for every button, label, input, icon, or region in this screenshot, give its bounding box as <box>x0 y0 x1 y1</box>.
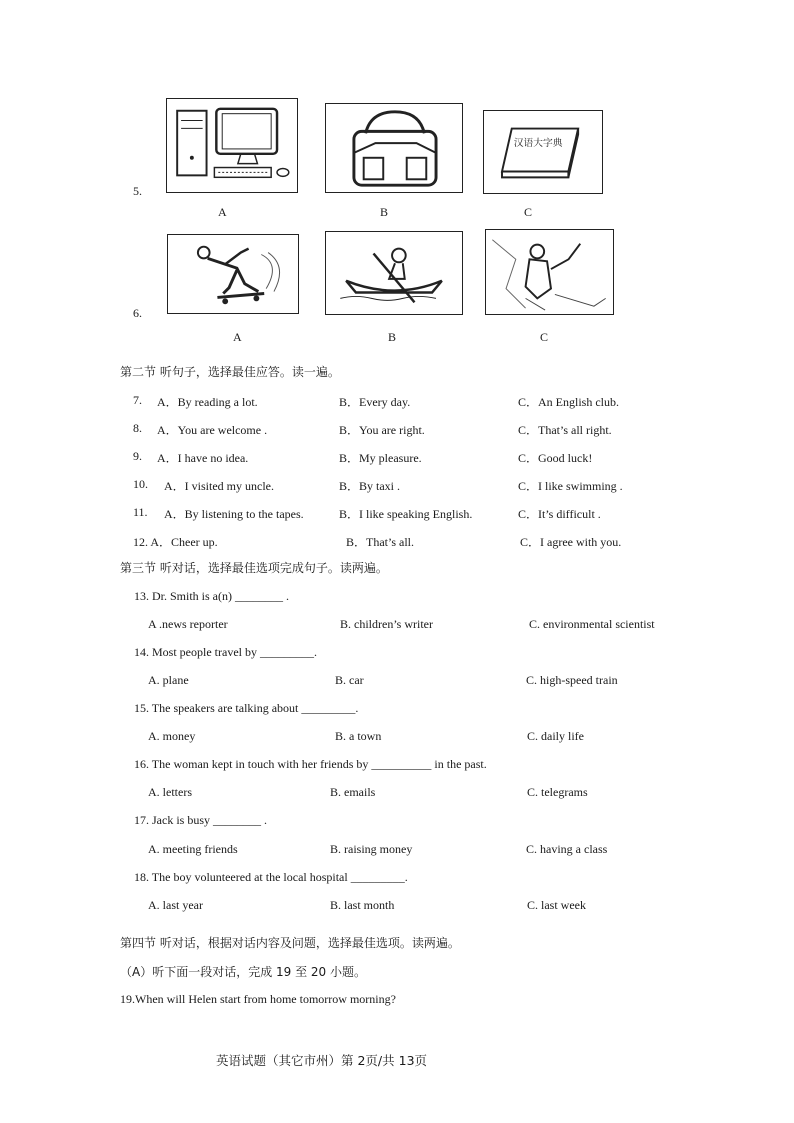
q8-number: 8. <box>133 421 142 435</box>
skateboarder-icon <box>168 235 298 313</box>
q8-option-c: C．That’s all right. <box>518 423 612 437</box>
q17-option-b: B. raising money <box>330 842 413 856</box>
q5-label-b: B <box>380 205 389 219</box>
q12-option-c: C．I agree with you. <box>520 535 622 549</box>
q14-option-b: B. car <box>335 673 364 687</box>
section-4-subtitle: （A）听下面一段对话，完成 19 至 20 小题。 <box>120 965 367 979</box>
q10-number: 10. <box>133 477 148 491</box>
q13-option-c: C. environmental scientist <box>529 617 655 631</box>
q12-option-b: B．That’s all. <box>346 535 414 549</box>
computer-picture <box>166 98 298 193</box>
q9-option-a: A．I have no idea. <box>157 451 249 465</box>
q11-number: 11. <box>133 505 148 519</box>
q18-option-a: A. last year <box>148 898 203 912</box>
schoolbag-icon <box>326 104 462 192</box>
question-5-number: 5. <box>133 184 142 198</box>
q14-option-c: C. high-speed train <box>526 673 618 687</box>
q10-option-c: C．I like swimming . <box>518 479 623 493</box>
q13-option-a: A .news reporter <box>148 617 228 631</box>
q11-option-c: C．It’s difficult . <box>518 507 601 521</box>
q16-option-b: B. emails <box>330 785 376 799</box>
rowing-picture <box>325 231 463 315</box>
q13-stem: 13. Dr. Smith is a(n) ________ . <box>134 589 289 603</box>
q8-option-a: A．You are welcome . <box>157 423 268 437</box>
q7-option-c: C．An English club. <box>518 395 619 409</box>
q11-option-b: B．I like speaking English. <box>339 507 473 521</box>
q11-option-a: A．By listening to the tapes. <box>164 507 304 521</box>
q6-label-b: B <box>388 330 397 344</box>
q18-stem: 18. The boy volunteered at the local hospital _________. <box>134 870 408 884</box>
q6-label-a: A <box>233 330 242 344</box>
q19-stem: 19.When will Helen start from home tomorrow morning? <box>120 992 396 1006</box>
section-4-title: 第四节 听对话，根据对话内容及问题，选择最佳选项。读两遍。 <box>120 936 460 950</box>
skateboarding-picture <box>167 234 299 314</box>
dictionary-icon <box>484 111 602 193</box>
q15-option-c: C. daily life <box>527 729 584 743</box>
q12-option-a: 12. A．Cheer up. <box>133 535 218 549</box>
schoolbag-picture <box>325 103 463 193</box>
q15-stem: 15. The speakers are talking about _________. <box>134 701 359 715</box>
q13-option-b: B. children’s writer <box>340 617 433 631</box>
climber-icon <box>486 230 613 314</box>
q9-number: 9. <box>133 449 142 463</box>
q10-option-a: A．I visited my uncle. <box>164 479 274 493</box>
q7-number: 7. <box>133 393 142 407</box>
q7-option-b: B．Every day. <box>339 395 411 409</box>
q9-option-c: C．Good luck! <box>518 451 593 465</box>
page-footer: 英语试题（其它市州）第 2页/共 13页 <box>216 1053 428 1068</box>
q17-option-c: C. having a class <box>526 842 608 856</box>
q18-option-b: B. last month <box>330 898 395 912</box>
q16-option-c: C. telegrams <box>527 785 588 799</box>
section-3-title: 第三节 听对话，选择最佳选项完成句子。读两遍。 <box>120 561 388 575</box>
q14-option-a: A. plane <box>148 673 189 687</box>
q5-label-c: C <box>524 205 533 219</box>
q17-stem: 17. Jack is busy ________ . <box>134 813 267 827</box>
q15-option-a: A. money <box>148 729 196 743</box>
q15-option-b: B. a town <box>335 729 382 743</box>
q7-option-a: A．By reading a lot. <box>157 395 258 409</box>
computer-icon <box>167 99 297 192</box>
q6-label-c: C <box>540 330 549 344</box>
q9-option-b: B．My pleasure. <box>339 451 422 465</box>
dictionary-title: 汉语大字典 <box>513 138 563 150</box>
q18-option-c: C. last week <box>527 898 586 912</box>
section-2-title: 第二节 听句子，选择最佳应答。读一遍。 <box>120 365 340 379</box>
climbing-picture <box>485 229 614 315</box>
question-6-number: 6. <box>133 306 142 320</box>
rowboat-icon <box>326 232 462 314</box>
q16-stem: 16. The woman kept in touch with her friends by __________ in the past. <box>134 757 487 771</box>
q5-label-a: A <box>218 205 227 219</box>
q17-option-a: A. meeting friends <box>148 842 238 856</box>
dictionary-picture <box>483 110 603 194</box>
q8-option-b: B．You are right. <box>339 423 425 437</box>
q14-stem: 14. Most people travel by _________. <box>134 645 317 659</box>
q10-option-b: B．By taxi . <box>339 479 401 493</box>
q16-option-a: A. letters <box>148 785 192 799</box>
